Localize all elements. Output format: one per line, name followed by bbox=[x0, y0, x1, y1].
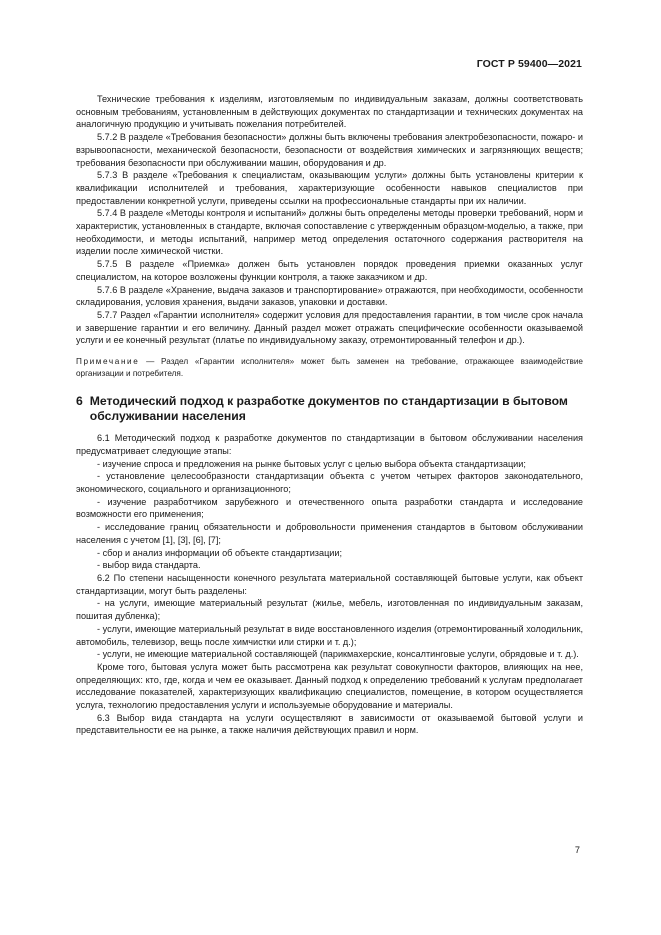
paragraph: Кроме того, бытовая услуга может быть рассмотрена как результат совокупности факторов, влияющих на нее, определяющих: кто, где, когда и чем ее оказывает. Данный подход к определению требований к услугам предполагает исследование показателей, характеризующих квалификацию специалистов, помещение, в котором осуществляется услуга, технологию предоставления услуги и используемые оборудование и материалы. bbox=[76, 661, 583, 711]
page-number: 7 bbox=[574, 845, 580, 855]
paragraph: 5.7.5 В разделе «Приемка» должен быть установлен порядок проведения приемки оказанных услуг специалистом, на которое возложены функции контроля, а также заказчиком и др. bbox=[76, 259, 583, 282]
paragraph: 6.1 Методический подход к разработке документов по стандартизации в бытовом обслуживании населения предусматривает следующие этапы: bbox=[76, 433, 583, 456]
note bbox=[76, 356, 583, 379]
list-item: - услуги, не имеющие материальной составляющей (парикмахерские, консалтинговые услуги, обрядовые и т. д.). bbox=[97, 649, 579, 660]
document-id: ГОСТ Р 59400—2021 bbox=[476, 58, 582, 70]
section-number: 6 bbox=[76, 394, 83, 409]
page-body bbox=[76, 93, 583, 737]
paragraph: 6.2 По степени насыщенности конечного результата материальной составляющей бытовые услуги, как объект стандартизации, могут быть разделены: bbox=[76, 572, 583, 596]
paragraph: 5.7.2 В разделе «Требования безопасности» должны быть включены требования электробезопасности, пожаро- и взрывоопасности, механической безопасности, безопасности от воздействия химических и загрязняющих веществ; требования безопасности при обслуживании машин, оборудования и др. bbox=[76, 132, 583, 168]
paragraph: Технические требования к изделиям, изготовляемым по индивидуальным заказам, должны соответствовать основным требованиям, установленным в действующих документах по стандартизации и технических документах на аналогичную продукцию и учитывать пожелания потребителей. bbox=[76, 94, 583, 130]
note-label: Примечание bbox=[76, 357, 140, 367]
list-item: - изучение спроса и предложения на рынке бытовых услуг с целью выбора объекта стандартизации; bbox=[97, 458, 526, 469]
list-item: - выбор вида стандарта. bbox=[97, 560, 201, 571]
paragraph: 5.7.4 В разделе «Методы контроля и испытаний» должны быть определены методы проверки требований, норм и характеристик, установленных в стандарте, включая сопоставление с утвержденным образцом-моделью, а также, при необходимости, и методы испытаний, например метод определения остаточного содержания растворителя на изделии после химической чистки. bbox=[76, 208, 583, 257]
list-item: - исследование границ обязательности и добровольности применения стандартов в бытовом обслуживании населения с учетом [1], [3], [6], [7]; bbox=[76, 522, 583, 545]
section-heading bbox=[76, 394, 583, 424]
section-title: Методический подход к разработке документов по стандартизации в бытовом обслуживании населения bbox=[89, 394, 568, 424]
paragraph: 6.3 Выбор вида стандарта на услуги осуществляют в зависимости от оказываемой бытовой услуги и представительности ее на рынке, а также наличия действующих правил и норм. bbox=[76, 712, 583, 736]
list-item: - услуги, имеющие материальный результат в виде восстановленного изделия (отремонтированный холодильник, автомобиль, телевизор, вещь после химчистки или стирки и т. д.); bbox=[76, 623, 583, 647]
list-item: - на услуги, имеющие материальный результат (жилье, мебель, изготовленная по индивидуальным заказам, пошитая дубленка); bbox=[76, 598, 583, 622]
list-item: - установление целесообразности стандартизации объекта с учетом четырех факторов законодательного, экономического, социального и организационного; bbox=[76, 471, 583, 495]
list-item: - сбор и анализ информации об объекте стандартизации; bbox=[97, 547, 343, 558]
paragraph: 5.7.3 В разделе «Требования к специалистам, оказывающим услуги» должны быть установлены критерии к квалификации исполнителей и требования, характеризующие особенности навыков специалистов при предоставлении конкретной услуги, приведены ссылки на профессиональные стандарты при их наличии. bbox=[76, 170, 583, 206]
paragraph: 5.7.6 В разделе «Хранение, выдача заказов и транспортирование» отражаются, при необходимости, особенности складирования, условия хранения, выдачи заказов, упаковки и доставки. bbox=[76, 284, 583, 308]
list-item: - изучение разработчиком зарубежного и отечественного опыта разработки стандарта и исследование возможности его применения; bbox=[76, 496, 583, 520]
paragraph: 5.7.7 Раздел «Гарантии исполнителя» содержит условия для предоставления гарантии, в том числе срок начала и завершение гарантии и его величину. Данный раздел может отражать специфические особенности оказываемой услуги и ее конечный результат (платье по индивидуальному заказу, отремонтированный телефон и др.). bbox=[76, 309, 583, 346]
note-text: — Раздел «Гарантии исполнителя» может быть заменен на требование, отражающее взаимодействие организации и потребителя. bbox=[76, 357, 583, 378]
